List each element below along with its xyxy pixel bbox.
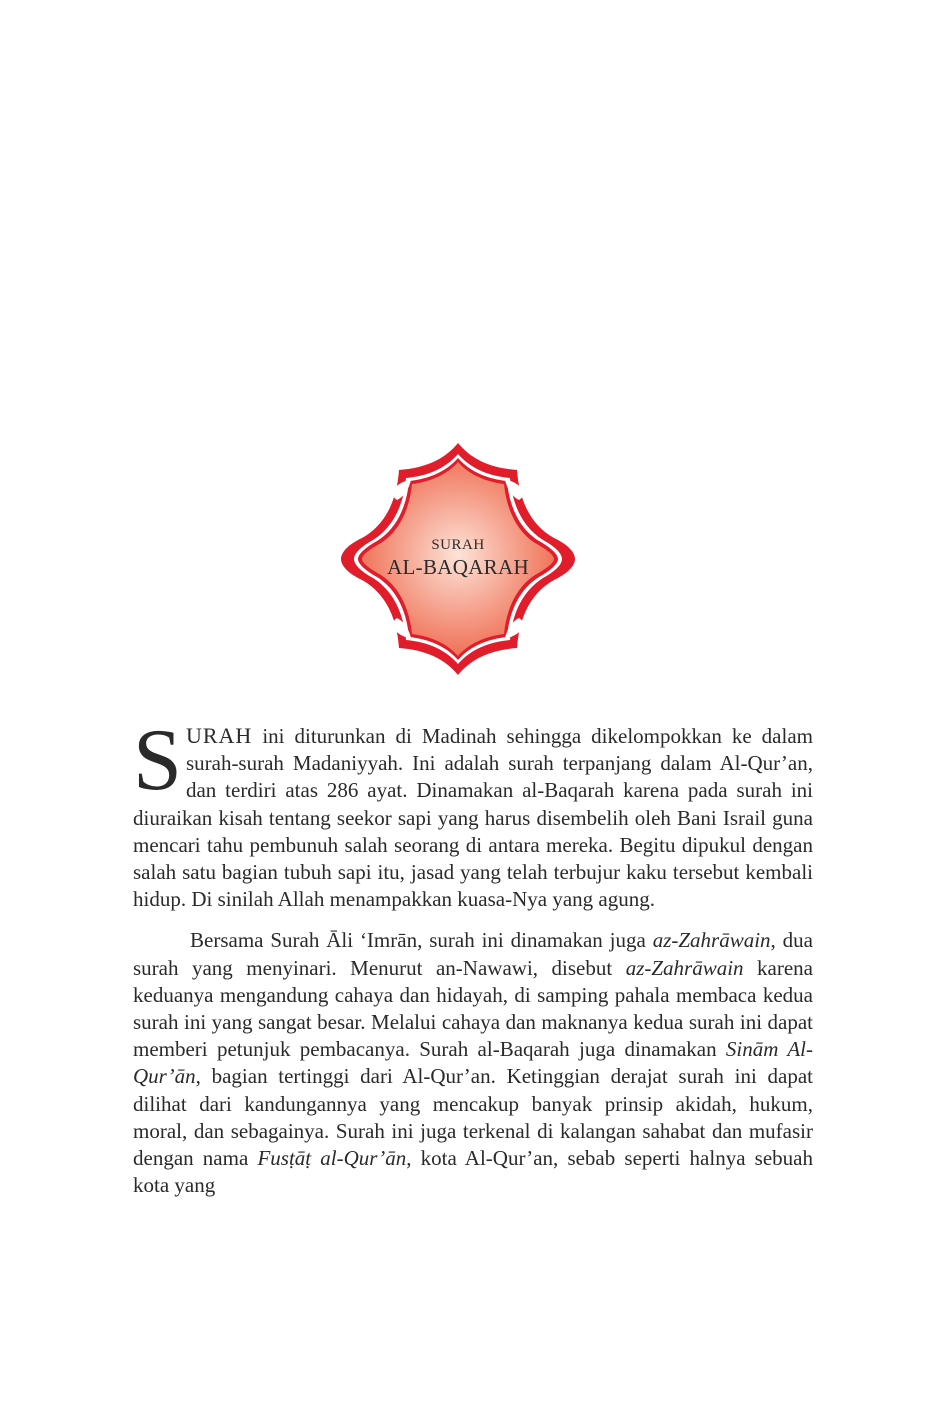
- term-az-zahrawain-2: az-Zahrāwain: [625, 955, 744, 980]
- chapter-body: [133, 712, 813, 1199]
- drop-cap-letter: S: [133, 712, 182, 809]
- paragraph-names: [133, 927, 813, 1199]
- term-az-zahrawain-1: az-Zahrāwain: [652, 928, 771, 953]
- paragraph-names-text-4: , bagian tertinggi dari Al-Qur’an. Ketinggian derajat surah ini dapat dilihat dari kandungannya yang mencakup banyak prinsip akidah, hukum, moral, dan sebagainya. Surah ini juga terkenal di kalangan sahabat dan mufasir dengan nama: [133, 1064, 813, 1171]
- term-sinam-al-quran: Sinām Al-Qur’ān: [133, 1037, 813, 1089]
- paragraph-names-text-2: , dua surah yang menyinari. Menurut an-Nawawi, disebut: [133, 928, 813, 980]
- emblem-surah-label: SURAH: [431, 537, 485, 553]
- lead-in-word: URAH: [185, 723, 253, 748]
- paragraph-names-text-5: , kota Al-Qur’an, sebab seperti halnya sebuah kota yang: [133, 1146, 813, 1198]
- paragraph-names-text-3: karena keduanya mengandung cahaya dan hidayah, di samping pahala membaca kedua surah ini yang sangat besar. Melalui cahaya dan maknanya kedua surah ini dapat memberi petunjuk pembacanya. Surah al-Baqarah juga dinamakan: [133, 955, 813, 1062]
- paragraph-intro-text: ini diturunkan di Madinah sehingga dikelompokkan ke dalam surah-surah Madaniyyah. Ini adalah surah terpanjang dalam Al-Qur’an, dan terdiri atas 286 ayat. Dinamakan al-Baqarah karena pada surah ini diuraikan kisah tentang seekor sapi yang harus disembelih oleh Bani Israil guna mencari tahu pembunuh salah seorang di antara mereka. Begitu dipukul dengan salah satu bagian tubuh sapi itu, jasad yang telah terbujur kaku tersebut kembali hidup. Di sinilah Allah menampakkan kuasa-Nya yang agung.: [133, 724, 813, 912]
- paragraph-names-text-1: Bersama Surah Āli ‘Imrān, surah ini dinamakan juga: [190, 928, 653, 953]
- surah-emblem: [339, 440, 577, 678]
- paragraph-intro: [133, 712, 813, 913]
- term-fustat-al-quran: Fusṭāṭ al-Qur’ān: [257, 1146, 407, 1171]
- emblem-surah-name: AL-BAQARAH: [387, 555, 529, 579]
